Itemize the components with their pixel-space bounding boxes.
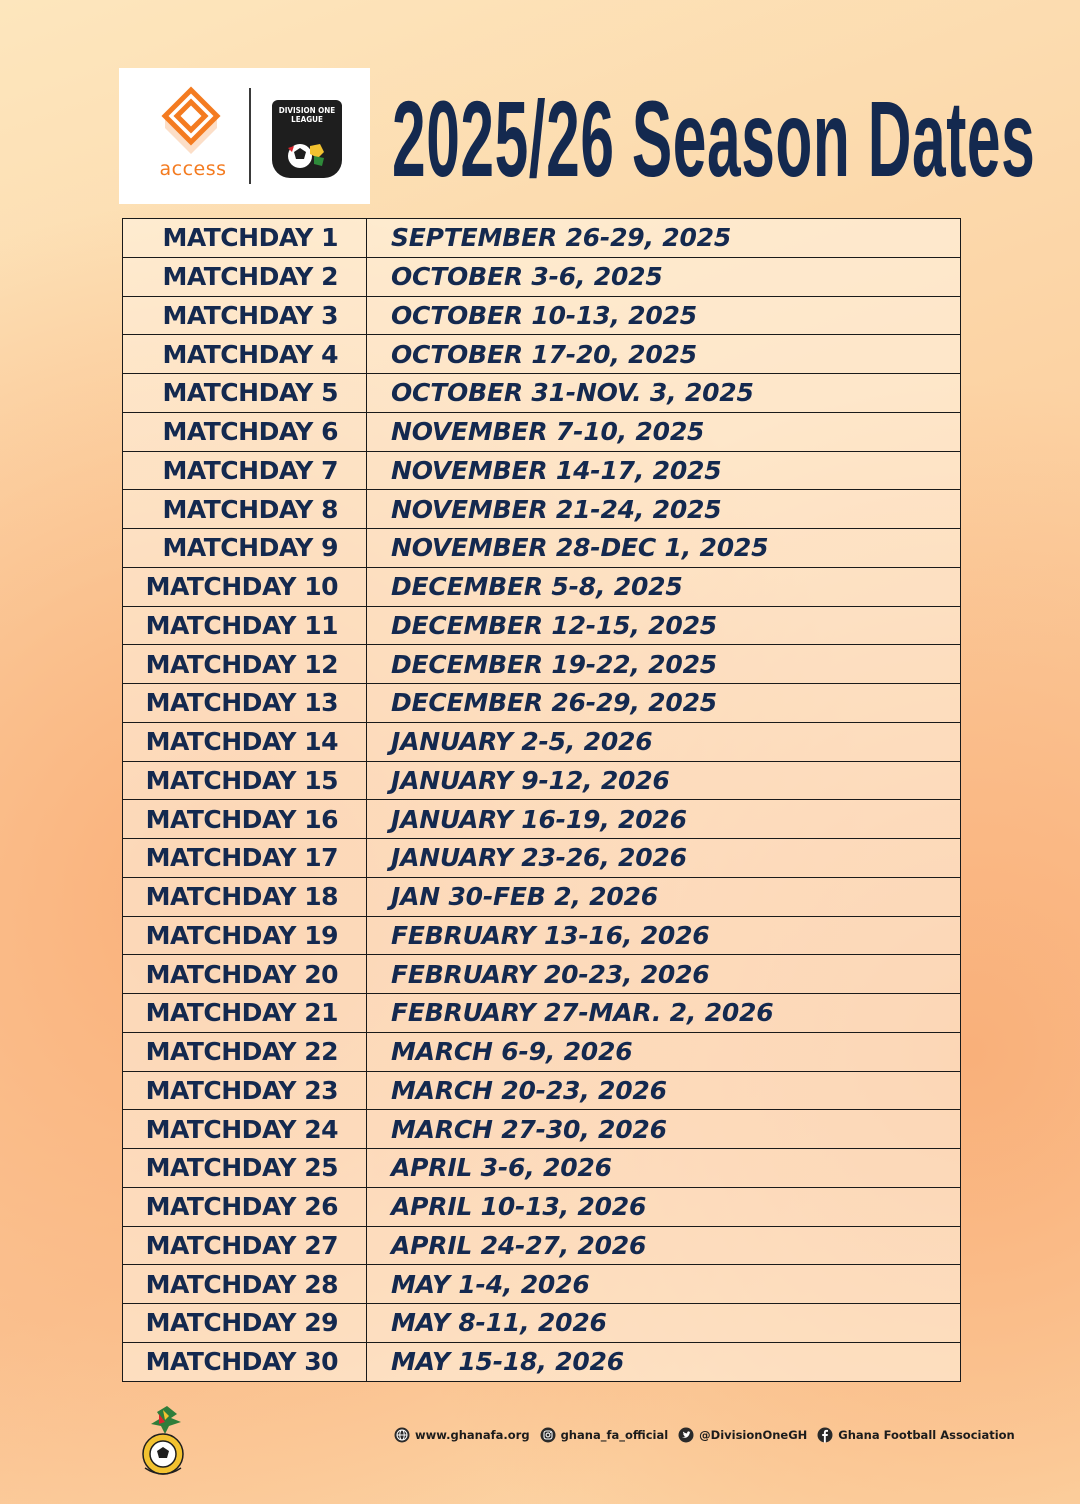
matchday-cell: MATCHDAY 29 (123, 1304, 367, 1343)
table-row (123, 994, 961, 1033)
dates-cell: MARCH 6-9, 2026 (367, 1032, 961, 1071)
dates-cell: OCTOBER 10-13, 2025 (367, 296, 961, 335)
dates-cell: FEBRUARY 27-MAR. 2, 2026 (367, 994, 961, 1033)
matchday-cell: MATCHDAY 18 (123, 877, 367, 916)
instagram-link[interactable] (540, 1427, 669, 1443)
table-row (123, 451, 961, 490)
facebook-text: Ghana Football Association (838, 1428, 1015, 1442)
matchday-cell: MATCHDAY 17 (123, 839, 367, 878)
twitter-text: @DivisionOneGH (699, 1428, 808, 1442)
sponsor-logo-box (119, 68, 370, 204)
table-row (123, 567, 961, 606)
dates-cell: MAY 15-18, 2026 (367, 1342, 961, 1381)
matchday-cell: MATCHDAY 15 (123, 761, 367, 800)
table-row (123, 800, 961, 839)
footer-social-links (394, 1424, 1019, 1446)
table-row (123, 1187, 961, 1226)
table-row (123, 529, 961, 568)
page-title: 2025/26 Season Dates (392, 78, 1036, 199)
dates-cell: NOVEMBER 21-24, 2025 (367, 490, 961, 529)
matchday-cell: MATCHDAY 28 (123, 1265, 367, 1304)
matchday-cell: MATCHDAY 20 (123, 955, 367, 994)
table-row (123, 606, 961, 645)
table-row (123, 1226, 961, 1265)
matchday-cell: MATCHDAY 21 (123, 994, 367, 1033)
dates-cell: NOVEMBER 28-DEC 1, 2025 (367, 529, 961, 568)
table-row (123, 374, 961, 413)
dates-cell: FEBRUARY 20-23, 2026 (367, 955, 961, 994)
facebook-link[interactable] (817, 1427, 1014, 1443)
matchday-cell: MATCHDAY 11 (123, 606, 367, 645)
dates-cell: MARCH 20-23, 2026 (367, 1071, 961, 1110)
dates-cell: JANUARY 16-19, 2026 (367, 800, 961, 839)
matchday-cell: MATCHDAY 6 (123, 412, 367, 451)
matchday-cell: MATCHDAY 19 (123, 916, 367, 955)
table-row (123, 1032, 961, 1071)
dates-cell: DECEMBER 5-8, 2025 (367, 567, 961, 606)
table-row (123, 1304, 961, 1343)
table-row (123, 722, 961, 761)
season-schedule-table (122, 218, 961, 1382)
dates-cell: JAN 30-FEB 2, 2026 (367, 877, 961, 916)
dates-cell: APRIL 24-27, 2026 (367, 1226, 961, 1265)
dates-cell: NOVEMBER 14-17, 2025 (367, 451, 961, 490)
matchday-cell: MATCHDAY 13 (123, 684, 367, 723)
dates-cell: FEBRUARY 13-16, 2026 (367, 916, 961, 955)
dates-cell: OCTOBER 17-20, 2025 (367, 335, 961, 374)
table-row (123, 219, 961, 258)
website-link[interactable] (394, 1427, 530, 1443)
matchday-cell: MATCHDAY 26 (123, 1187, 367, 1226)
table-row (123, 1110, 961, 1149)
matchday-cell: MATCHDAY 3 (123, 296, 367, 335)
league-badge-text: DIVISION ONE LEAGUE (278, 106, 336, 124)
matchday-cell: MATCHDAY 8 (123, 490, 367, 529)
matchday-cell: MATCHDAY 10 (123, 567, 367, 606)
matchday-cell: MATCHDAY 4 (123, 335, 367, 374)
instagram-text: ghana_fa_official (560, 1428, 669, 1442)
matchday-cell: MATCHDAY 5 (123, 374, 367, 413)
table-row (123, 1265, 961, 1304)
dates-cell: DECEMBER 12-15, 2025 (367, 606, 961, 645)
dates-cell: OCTOBER 3-6, 2025 (367, 257, 961, 296)
table-row (123, 1149, 961, 1188)
facebook-icon (817, 1427, 833, 1443)
table-row (123, 296, 961, 335)
matchday-cell: MATCHDAY 2 (123, 257, 367, 296)
matchday-cell: MATCHDAY 23 (123, 1071, 367, 1110)
dates-cell: MARCH 27-30, 2026 (367, 1110, 961, 1149)
instagram-icon (540, 1427, 556, 1443)
website-text: www.ghanafa.org (415, 1428, 530, 1442)
dates-cell: JANUARY 9-12, 2026 (367, 761, 961, 800)
dates-cell: OCTOBER 31-NOV. 3, 2025 (367, 374, 961, 413)
dates-cell: MAY 1-4, 2026 (367, 1265, 961, 1304)
table-row (123, 839, 961, 878)
globe-icon (394, 1427, 410, 1443)
table-row (123, 645, 961, 684)
matchday-cell: MATCHDAY 7 (123, 451, 367, 490)
table-row (123, 1071, 961, 1110)
table-row (123, 335, 961, 374)
twitter-icon (678, 1427, 694, 1443)
matchday-cell: MATCHDAY 27 (123, 1226, 367, 1265)
dates-cell: APRIL 3-6, 2026 (367, 1149, 961, 1188)
matchday-cell: MATCHDAY 24 (123, 1110, 367, 1149)
matchday-cell: MATCHDAY 22 (123, 1032, 367, 1071)
dates-cell: APRIL 10-13, 2026 (367, 1187, 961, 1226)
matchday-cell: MATCHDAY 9 (123, 529, 367, 568)
table-row (123, 490, 961, 529)
table-row (123, 916, 961, 955)
matchday-cell: MATCHDAY 1 (123, 219, 367, 258)
ghana-football-association-crest-icon (137, 1404, 193, 1482)
table-row (123, 1342, 961, 1381)
table-row (123, 761, 961, 800)
dates-cell: SEPTEMBER 26-29, 2025 (367, 219, 961, 258)
division-one-league-badge (272, 100, 342, 178)
football-icon (284, 138, 330, 172)
table-row (123, 412, 961, 451)
access-diamond-logo-icon (155, 84, 227, 156)
matchday-cell: MATCHDAY 30 (123, 1342, 367, 1381)
table-row (123, 877, 961, 916)
matchday-cell: MATCHDAY 14 (123, 722, 367, 761)
logo-divider (249, 88, 251, 184)
matchday-cell: MATCHDAY 12 (123, 645, 367, 684)
table-row (123, 257, 961, 296)
access-wordmark: access (159, 158, 227, 180)
matchday-cell: MATCHDAY 25 (123, 1149, 367, 1188)
dates-cell: JANUARY 2-5, 2026 (367, 722, 961, 761)
dates-cell: JANUARY 23-26, 2026 (367, 839, 961, 878)
dates-cell: NOVEMBER 7-10, 2025 (367, 412, 961, 451)
dates-cell: MAY 8-11, 2026 (367, 1304, 961, 1343)
twitter-link[interactable] (678, 1427, 807, 1443)
dates-cell: DECEMBER 19-22, 2025 (367, 645, 961, 684)
matchday-cell: MATCHDAY 16 (123, 800, 367, 839)
dates-cell: DECEMBER 26-29, 2025 (367, 684, 961, 723)
table-row (123, 684, 961, 723)
table-row (123, 955, 961, 994)
